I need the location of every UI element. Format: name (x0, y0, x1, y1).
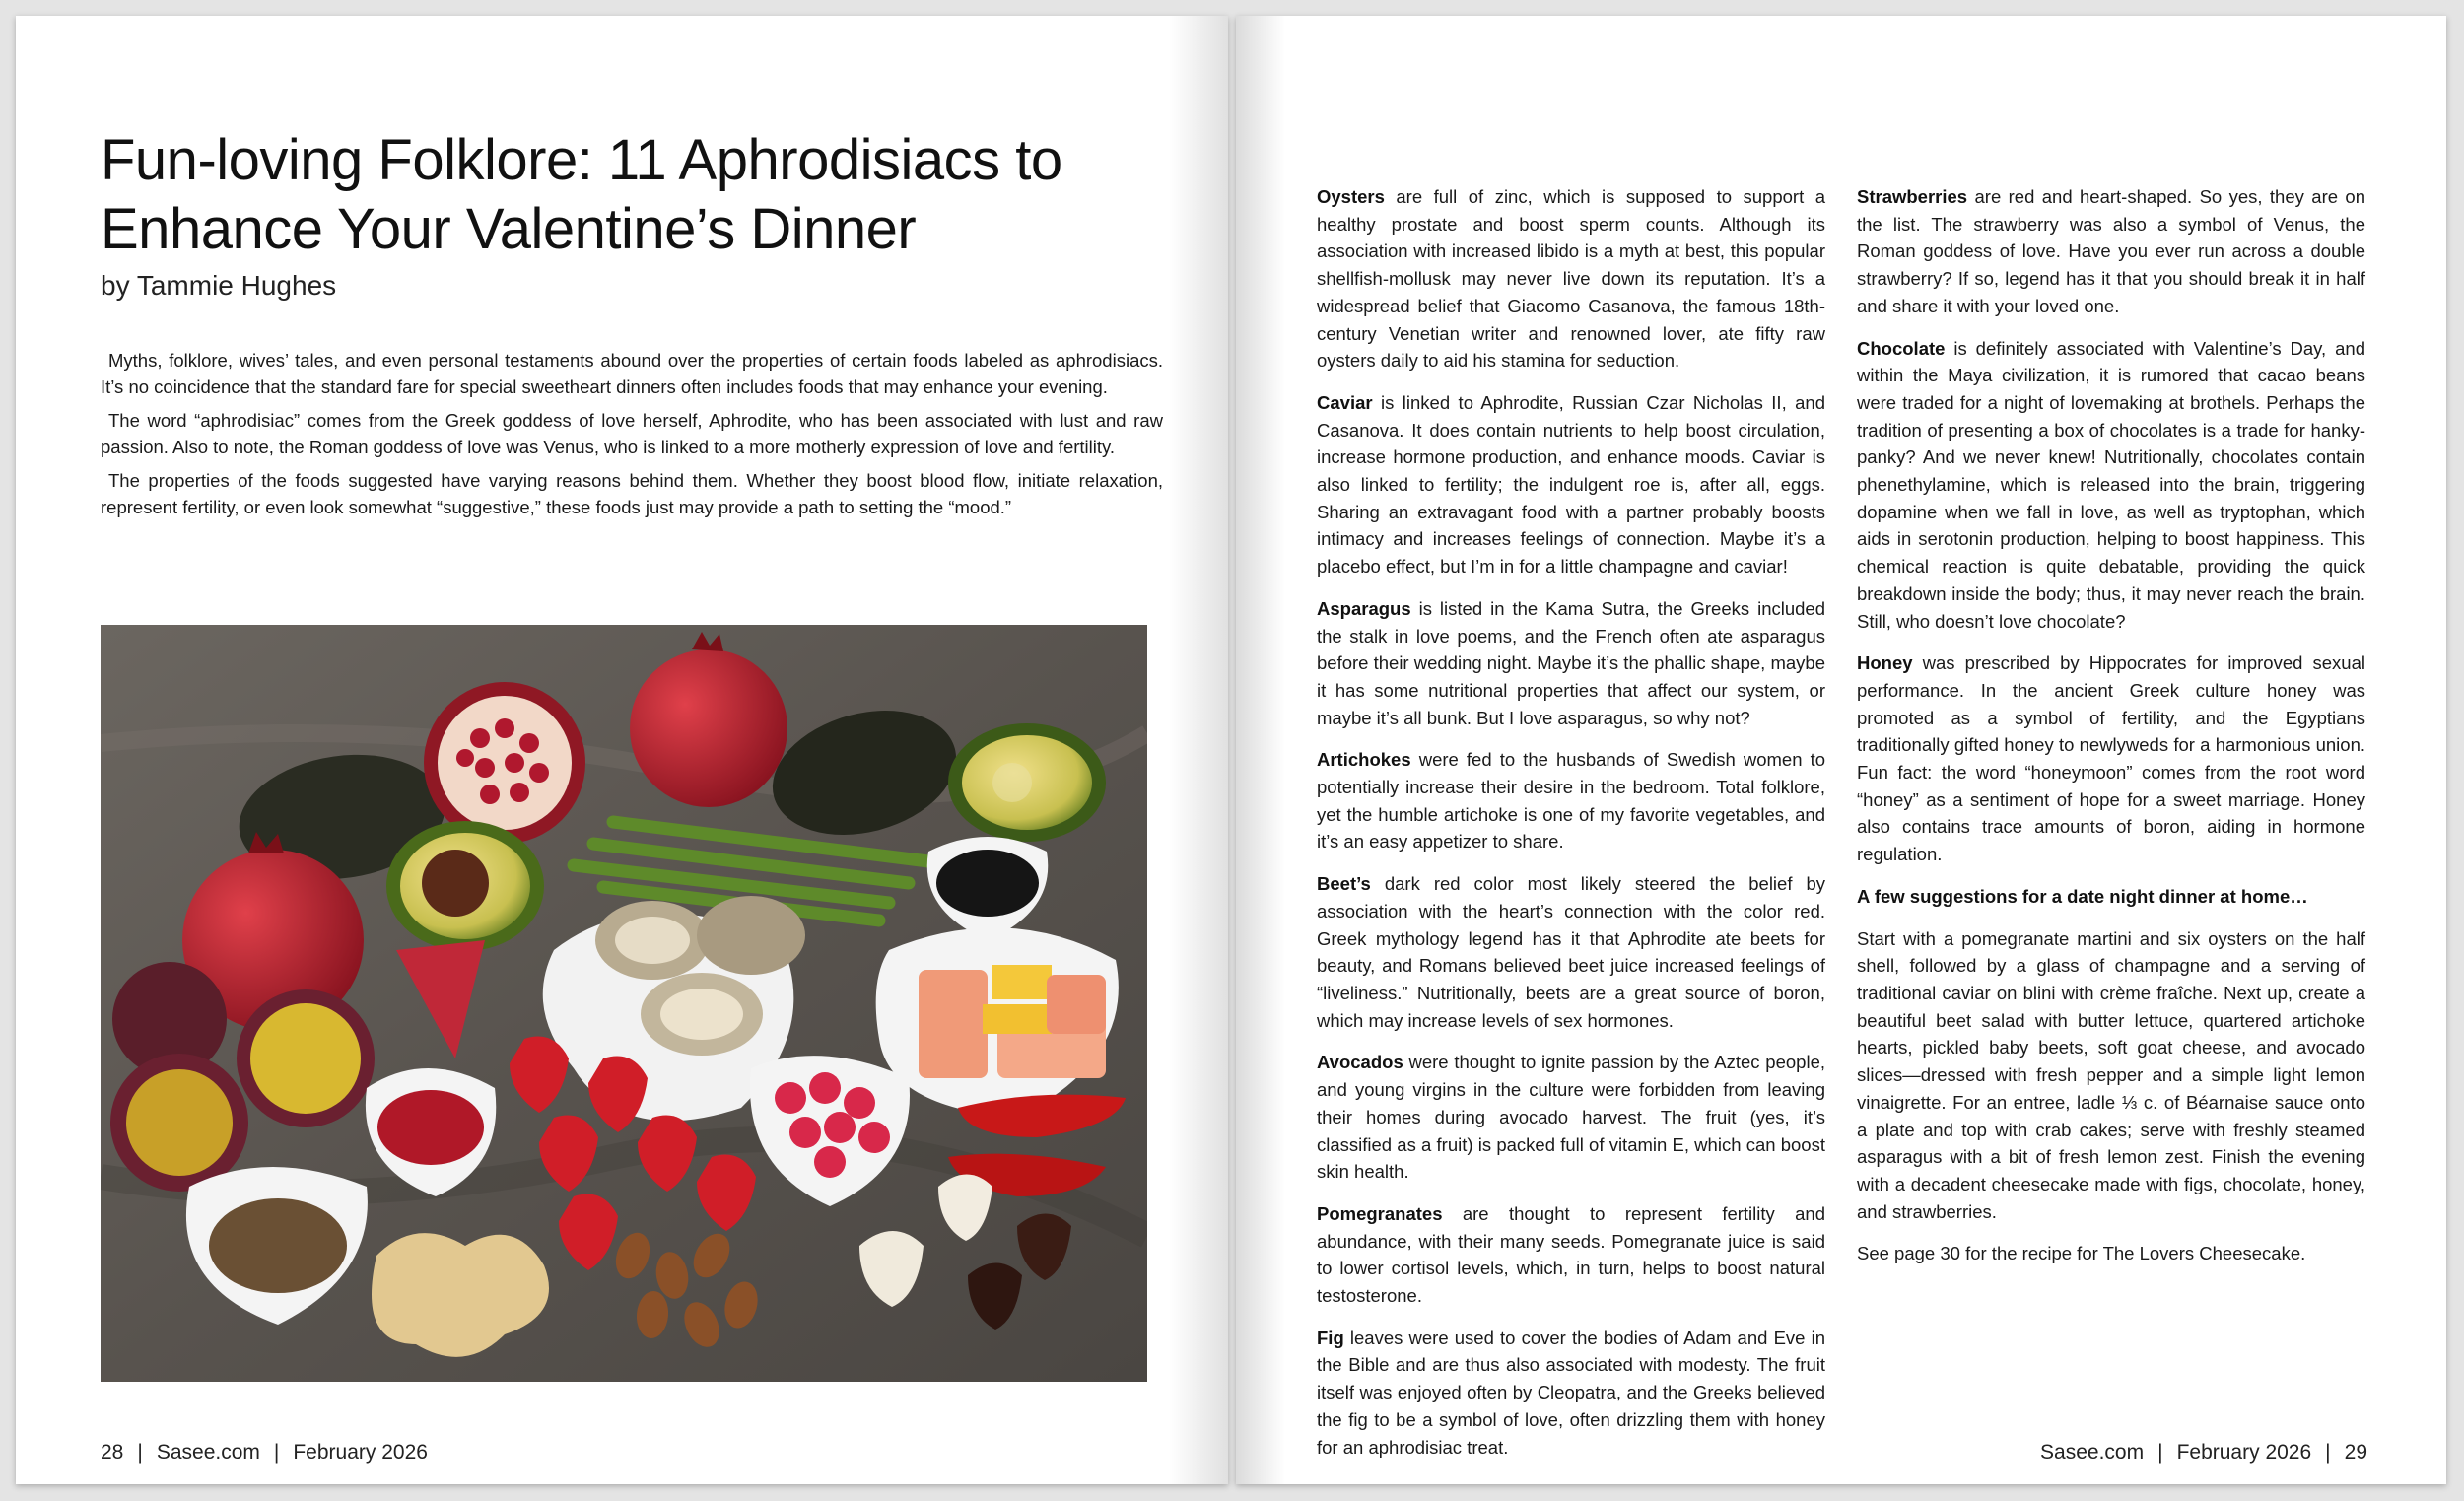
entry-food-name: Caviar (1317, 391, 1373, 413)
issue-date: February 2026 (293, 1441, 428, 1464)
entry-food-name: Pomegranates (1317, 1202, 1443, 1224)
entry-artichokes: Artichokes were fed to the husbands of Swedish women to potentially increase their desire in the bedroom. Total folklore, yet the humble artichoke is one of my favorite vegetables, and it’s an easy appetizer to share. (1317, 749, 1825, 853)
entry-asparagus: Asparagus is listed in the Kama Sutra, the Greeks included the stalk in love poems, and the French often ate asparagus before their wedding night. Maybe it’s the phallic shape, maybe it has some nutritional properties that affect our system, or maybe it’s all bunk. But I love asparagus, so why not? (1317, 597, 1825, 728)
intro-paragraph: The word “aphrodisiac” comes from the Greek goddess of love herself, Aphrodite, who has been associated with lust and raw passion. Also to note, the Roman goddess of love was Venus, who is linked to a more motherly expression of love and fertility. (101, 410, 1163, 457)
recipe-reference: See page 30 for the recipe for The Lovers Cheesecake. (1857, 1243, 2306, 1264)
food-illustration (101, 625, 1147, 1382)
oyster (697, 896, 805, 975)
entry-beets: Beet’s dark red color most likely steered the belief by association with the heart’s connection with the color red. Greek mythology legend has it that Aphrodite ate beets for beauty, and Romans believed beet juice increased feelings of “liveliness.” Nutritionally, beets are a great source of boron, which may increase levels of sex hormones. (1317, 873, 1825, 1031)
article-title (101, 126, 1185, 264)
page-number: 29 (2344, 1441, 2367, 1464)
entry-fig: Fig leaves were used to cover the bodies of Adam and Eve in the Bible and are thus also associated with modesty. The fruit itself was enjoyed often by Cleopatra, and the Greeks believed the fig to be a symbol of love, often drizzling them with honey for an aphrodisiac treat. (1317, 1327, 1825, 1458)
entry-pomegranates: Pomegranates are thought to represent fertility and abundance, with their many seeds. Pomegranate juice is said to lower cortisol levels, which, in turn, helps to boost natural testosterone. (1317, 1202, 1825, 1307)
entry-food-name: Fig (1317, 1327, 1344, 1348)
intro-paragraph: Myths, folklore, wives’ tales, and even personal testaments abound over the properties of certain foods labeled as aphrodisiacs. It’s no coincidence that the standard fare for special sweetheart dinners often includes foods that may enhance your evening. (101, 350, 1163, 397)
suggestions-heading: A few suggestions for a date night dinner at home… (1857, 885, 2308, 907)
page-number: 28 (101, 1441, 124, 1464)
entry-food-name: Strawberries (1857, 186, 1968, 207)
pomegranate-whole (630, 649, 787, 807)
left-page (16, 16, 1228, 1484)
right-page (1236, 16, 2446, 1484)
left-page-footer: 28 | Sasee.com | February 2026 (101, 1441, 428, 1464)
text-column-1 (1317, 183, 1825, 1475)
entry-food-name: Asparagus (1317, 597, 1411, 619)
entry-food-name: Oysters (1317, 186, 1385, 207)
salmon (919, 970, 988, 1078)
site-name: Sasee.com (156, 1441, 260, 1464)
title-line-2: Enhance Your Valentine’s Dinner (101, 197, 917, 261)
entry-food-name: Beet’s (1317, 873, 1371, 895)
entry-chocolate: Chocolate is definitely associated with Valentine’s Day, and within the Maya civilization, it is rumored that cacao beans were traded for a night of lovemaking at brothels. Perhaps the tradition of presenting a box of chocolates is a trade for hanky-panky? And we never knew! Nutritionally, chocolates contain phenethylamine, which is released into the brain, triggering dopamine when we fall in love, as well as tryptophan, which aids in serotonin production, helping to boost happiness. This chemical reaction is quite debatable, providing the quick breakdown inside the body; thus, it may never reach the brain. Still, who doesn’t love chocolate? (1857, 337, 2365, 632)
cheese (992, 965, 1052, 999)
right-page-footer: Sasee.com | February 2026 | 29 (2040, 1441, 2367, 1464)
site-name: Sasee.com (2040, 1441, 2145, 1464)
byline: by Tammie Hughes (101, 270, 337, 301)
entry-avocados: Avocados were thought to ignite passion by the Aztec people, and young virgins in the culture were forbidden from leaving their homes during avocado harvest. The fruit (yes, it’s classified as a fruit) is packed full of vitamin E, which can boost skin health. (1317, 1052, 1825, 1183)
entry-food-name: Honey (1857, 652, 1913, 674)
entry-food-name: Chocolate (1857, 337, 1946, 359)
suggestions-text: Start with a pomegranate martini and six oysters on the half shell, followed by a glass of champagne and a serving of traditional caviar on blini with crème fraîche. Next up, create a beautiful beet salad with butter lettuce, quartered artichoke hearts, pickled baby beets, soft goat cheese, and avocado slices—dressed with fresh pepper and a simple light lemon vinaigrette. For an entree, ladle ⅓ c. of Béarnaise sauce onto a plate and top with crab cakes; serve with freshly steamed asparagus with a bit of fresh lemon zest. Finish the evening with a decadent cheesecake made with figs, chocolate, honey, and strawberries. (1857, 927, 2365, 1222)
intro-text (101, 347, 1163, 527)
entry-oysters: Oysters are full of zinc, which is supposed to support a healthy prostate and boost sperm counts. Although its association with increased libido is a myth at best, this popular shellfish-mollusk may never live down its reputation. It’s a widespread belief that Giacomo Casanova, the famous 18th-century Venetian writer and renowned lover, ate fifty raw oysters daily to aid his stamina for seduction. (1317, 186, 1825, 372)
entry-food-name: Avocados (1317, 1052, 1403, 1073)
entry-strawberries: Strawberries are red and heart-shaped. So yes, they are on the list. The strawberry was also a symbol of Venus, the Roman goddess of love. Have you ever run across a double strawberry? If so, legend has it that you should break it in half and share it with your loved one. (1857, 186, 2365, 316)
title-line-1: Fun-loving Folklore: 11 Aphrodisiacs to (101, 128, 1062, 192)
entry-food-name: Artichokes (1317, 749, 1411, 771)
entry-caviar: Caviar is linked to Aphrodite, Russian Czar Nicholas II, and Casanova. It does contain nutrients to help boost circulation, increase hormone production, and enhance moods. Caviar is also linked to fertility; the indulgent roe is, after all, eggs. Sharing an extravagant food with a partner probably boosts intimacy and increases feelings of connection. Maybe it’s a placebo effect, but I’m in for a little champagne and caviar! (1317, 391, 1825, 578)
issue-date: February 2026 (2176, 1441, 2312, 1464)
text-column-2 (1857, 183, 2365, 1282)
aphrodisiac-foods-photo (101, 625, 1147, 1382)
entry-honey: Honey was prescribed by Hippocrates for improved sexual performance. In the ancient Greek culture honey was promoted as a symbol of fertility, and the Egyptians traditionally gifted honey to newlyweds for a harmonious union. Fun fact: the word “honeymoon” comes from the root word “honey” as a sentiment of hope for a sweet marriage. Honey also contains trace amounts of boron, aiding in hormone regulation. (1857, 652, 2365, 865)
intro-paragraph: The properties of the foods suggested have varying reasons behind them. Whether they boost blood flow, initiate relaxation, represent fertility, or even look somewhat “suggestive,” these foods just may provide a path to setting the “mood.” (101, 470, 1163, 517)
